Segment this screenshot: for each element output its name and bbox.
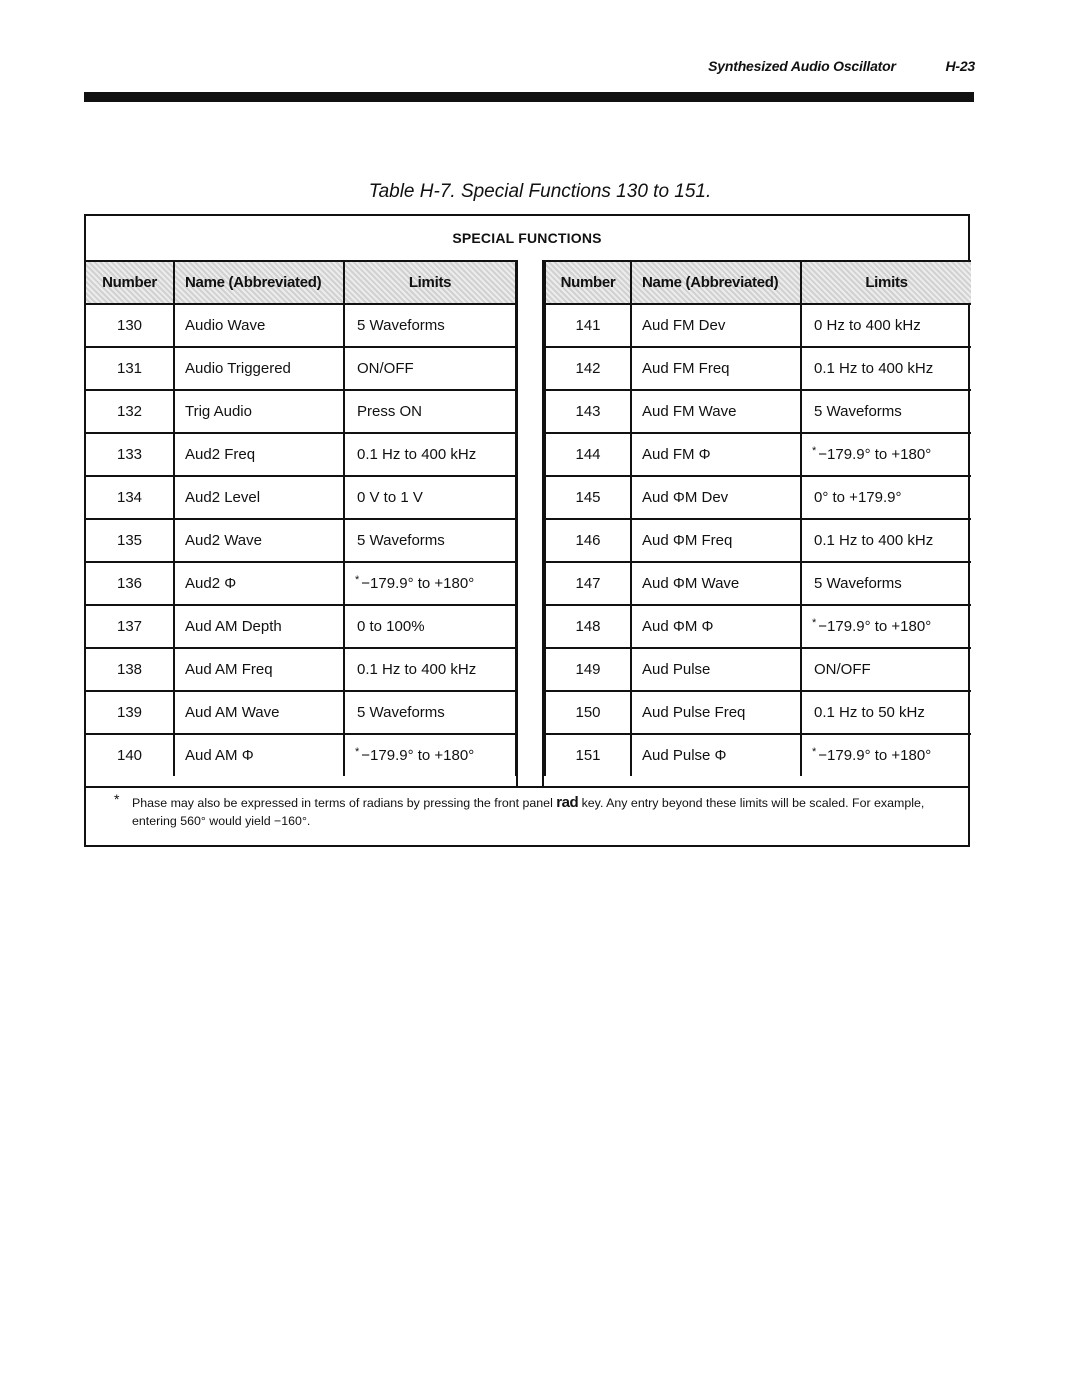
limits-value: 0 to 100%: [357, 618, 425, 635]
column-header-number: Number: [86, 261, 174, 304]
function-name: Aud AM Freq: [174, 648, 344, 691]
function-name: Audio Wave: [174, 304, 344, 347]
limits-value: ON/OFF: [814, 661, 871, 678]
function-limits: [344, 605, 516, 648]
function-number: 131: [86, 347, 174, 390]
table-row: [86, 433, 516, 476]
table-caption: Table H-7. Special Functions 130 to 151.: [368, 181, 712, 202]
table-row: [545, 304, 971, 347]
function-number: 146: [545, 519, 631, 562]
function-name: Aud ΦM Freq: [631, 519, 801, 562]
footnote-text-after: key. Any entry beyond these limits will be scaled. For example, entering 560° would yield −160°.: [132, 796, 925, 828]
function-limits: [344, 347, 516, 390]
function-number: 140: [86, 734, 174, 776]
limits-value: ON/OFF: [357, 360, 414, 377]
function-name: Aud ΦM Wave: [631, 562, 801, 605]
table-row: [86, 605, 516, 648]
function-number: 135: [86, 519, 174, 562]
limits-value: −179.9° to +180°: [818, 446, 932, 463]
function-name: Aud FM Wave: [631, 390, 801, 433]
limits-value: 5 Waveforms: [814, 403, 902, 420]
function-number: 139: [86, 691, 174, 734]
function-number: 132: [86, 390, 174, 433]
table-row: [545, 347, 971, 390]
function-limits: [344, 433, 516, 476]
table-row: [86, 390, 516, 433]
table-row: [545, 562, 971, 605]
limits-value: 0.1 Hz to 50 kHz: [814, 704, 925, 721]
function-limits: [801, 648, 971, 691]
function-number: 147: [545, 562, 631, 605]
function-name: Aud Pulse Φ: [631, 734, 801, 776]
limits-value: 0 V to 1 V: [357, 489, 423, 506]
limits-value: 0.1 Hz to 400 kHz: [357, 661, 477, 678]
page-number: H-23: [945, 58, 975, 74]
function-name: Aud AM Φ: [174, 734, 344, 776]
table-row: [545, 648, 971, 691]
limits-value: −179.9° to +180°: [818, 618, 932, 635]
table-right-body: [545, 304, 971, 776]
rad-key-label: rad: [556, 794, 579, 811]
phase-footnote-marker: *: [812, 617, 817, 629]
function-name: Aud AM Wave: [174, 691, 344, 734]
function-limits: [344, 648, 516, 691]
table-row: [86, 562, 516, 605]
function-name: Aud2 Φ: [174, 562, 344, 605]
table-header-row: [86, 261, 516, 304]
limits-value: −179.9° to +180°: [818, 747, 932, 764]
function-name: Aud FM Dev: [631, 304, 801, 347]
function-name: Aud Pulse Freq: [631, 691, 801, 734]
function-name: Aud2 Freq: [174, 433, 344, 476]
function-number: 150: [545, 691, 631, 734]
limits-value: −179.9° to +180°: [361, 575, 475, 592]
table-right-half: [544, 260, 971, 776]
footnote-marker: *: [114, 791, 120, 807]
function-number: 130: [86, 304, 174, 347]
function-limits: [801, 562, 971, 605]
table-row: [545, 691, 971, 734]
table-row: [545, 476, 971, 519]
phase-footnote-marker: *: [812, 746, 817, 758]
function-limits: [801, 605, 971, 648]
table-left-body: [86, 304, 516, 776]
footnote-text-before: Phase may also be expressed in terms of radians by pressing the front panel: [132, 796, 553, 810]
function-name: Aud ΦM Φ: [631, 605, 801, 648]
function-limits: [801, 519, 971, 562]
function-number: 143: [545, 390, 631, 433]
column-header-name: Name (Abbreviated): [631, 261, 801, 304]
function-name: Aud Pulse: [631, 648, 801, 691]
function-number: 133: [86, 433, 174, 476]
table-row: [86, 519, 516, 562]
footnote: [104, 791, 954, 830]
header-rule: [84, 92, 974, 102]
limits-value: −179.9° to +180°: [361, 747, 475, 764]
table-row: [86, 734, 516, 776]
function-limits: [801, 734, 971, 776]
function-number: 144: [545, 433, 631, 476]
function-limits: [344, 734, 516, 776]
function-number: 134: [86, 476, 174, 519]
table-header-row: [545, 261, 971, 304]
function-limits: [344, 519, 516, 562]
function-limits: [801, 476, 971, 519]
limits-value: 0.1 Hz to 400 kHz: [814, 532, 934, 549]
table-row: [86, 648, 516, 691]
function-limits: [801, 433, 971, 476]
function-name: Trig Audio: [174, 390, 344, 433]
function-limits: [801, 691, 971, 734]
limits-value: 5 Waveforms: [357, 317, 445, 334]
function-number: 137: [86, 605, 174, 648]
phase-footnote-marker: *: [812, 445, 817, 457]
function-limits: [801, 347, 971, 390]
table-row: [545, 605, 971, 648]
table-left-half: [86, 260, 517, 776]
function-name: Aud FM Freq: [631, 347, 801, 390]
function-limits: [344, 691, 516, 734]
function-limits: [344, 562, 516, 605]
table-row: [86, 691, 516, 734]
limits-value: 0° to +179.9°: [814, 489, 902, 506]
function-name: Aud2 Level: [174, 476, 344, 519]
function-name: Aud AM Depth: [174, 605, 344, 648]
function-number: 141: [545, 304, 631, 347]
column-header-limits: Limits: [801, 261, 971, 304]
function-number: 138: [86, 648, 174, 691]
limits-value: Press ON: [357, 403, 423, 420]
function-limits: [344, 476, 516, 519]
special-functions-table: [84, 214, 970, 847]
function-number: 151: [545, 734, 631, 776]
table-row: [545, 519, 971, 562]
column-header-limits: Limits: [344, 261, 516, 304]
column-header-number: Number: [545, 261, 631, 304]
table-row: [86, 304, 516, 347]
function-name: Audio Triggered: [174, 347, 344, 390]
phase-footnote-marker: *: [355, 574, 360, 586]
function-name: Aud2 Wave: [174, 519, 344, 562]
table-title: SPECIAL FUNCTIONS: [452, 230, 602, 246]
function-number: 148: [545, 605, 631, 648]
table-row: [545, 433, 971, 476]
function-limits: [344, 304, 516, 347]
limits-value: 0.1 Hz to 400 kHz: [357, 446, 477, 463]
running-head: [0, 58, 975, 74]
limits-value: 0.1 Hz to 400 kHz: [814, 360, 934, 377]
function-limits: [344, 390, 516, 433]
function-limits: [801, 390, 971, 433]
function-number: 145: [545, 476, 631, 519]
column-divider-left: [516, 260, 518, 786]
function-limits: [801, 304, 971, 347]
function-name: Aud ΦM Dev: [631, 476, 801, 519]
table-row: [545, 390, 971, 433]
phase-footnote-marker: *: [355, 746, 360, 758]
table-row: [86, 347, 516, 390]
limits-value: 5 Waveforms: [357, 704, 445, 721]
table-row: [86, 476, 516, 519]
function-number: 149: [545, 648, 631, 691]
footnote-divider: [86, 786, 968, 788]
function-name: Aud FM Φ: [631, 433, 801, 476]
function-number: 136: [86, 562, 174, 605]
limits-value: 5 Waveforms: [357, 532, 445, 549]
footnote-text: [132, 794, 954, 830]
limits-value: 5 Waveforms: [814, 575, 902, 592]
running-title: Synthesized Audio Oscillator: [708, 58, 896, 74]
limits-value: 0 Hz to 400 kHz: [814, 317, 921, 334]
function-number: 142: [545, 347, 631, 390]
column-header-name: Name (Abbreviated): [174, 261, 344, 304]
table-row: [545, 734, 971, 776]
